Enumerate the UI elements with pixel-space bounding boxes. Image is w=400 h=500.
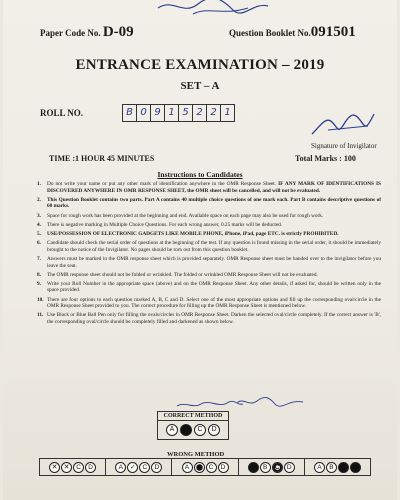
- list-item: 5. USE/POSSESSION OF ELECTRONIC GADGETS LIKE MOBILE PHONE, iPhone, iPad, page ETC. is strictly PROHIBITED.: [37, 230, 339, 237]
- roll-digit: B: [122, 104, 137, 122]
- invigilator-signature: [308, 108, 378, 140]
- handwritten-scribble: [153, 0, 273, 18]
- bubble-a-fill: A: [248, 462, 259, 473]
- wrong-method-label: WRONG METHOD: [167, 451, 225, 458]
- bubble-a: A: [314, 462, 325, 473]
- wrong-method-box: [39, 458, 371, 476]
- wrong-method-group: [172, 459, 238, 475]
- wrong-method-group: [106, 459, 172, 475]
- page-title: ENTRANCE EXAMINATION – 2019: [75, 57, 325, 73]
- list-item: 11. Use Black or Blue Ball Pen only for filling the ovals/circles in OMR Response Sheet. Darken the selected oval/circle completely. If the correct answer is 'B', the corresponding oval/circle should be completely filled and darkened as shown below.: [37, 312, 381, 326]
- list-item: 2. This Question Booklet contains two parts. Part A contains 40 multiple choice questions of one mark each. Part B contains descriptive questions of 60 marks.: [37, 196, 381, 210]
- bubble-d: D: [151, 462, 162, 473]
- list-item: 4. There is negative marking in Multiple Choice Questions. For each wrong answer, 0.25 marks will be deducted.: [37, 221, 283, 228]
- bubble-b-tick: ✓: [127, 462, 138, 473]
- total-marks: Total Marks : 100: [295, 154, 356, 163]
- booklet-value: 091501: [310, 24, 356, 40]
- wrong-method-group: [40, 459, 106, 475]
- bubble-b-dot: [194, 462, 205, 473]
- roll-digit: 9: [150, 104, 165, 122]
- bubble-b-filled: B: [180, 424, 192, 436]
- bubble-b: B: [260, 462, 271, 473]
- wrong-method-group: [239, 459, 305, 475]
- bubble-d: D: [218, 462, 229, 473]
- watermark: ​: [113, 160, 154, 182]
- bubble-a: A: [182, 462, 193, 473]
- bubble-c: C: [194, 424, 206, 436]
- bubble-a-x: ✕: [49, 462, 60, 473]
- bubble-d-fill: D: [350, 462, 361, 473]
- wrong-method-group: [305, 459, 370, 475]
- correct-method-bubbles: [158, 424, 228, 436]
- list-item: 3. Space for rough work has been provided at the beginning and end. Available space on each page may also be used for rough work.: [37, 212, 324, 219]
- roll-number-boxes: [122, 104, 234, 122]
- bubble-c-ring: C: [272, 462, 283, 473]
- roll-digit: 0: [136, 104, 151, 122]
- bubble-a: A: [166, 424, 178, 436]
- instructions-heading: Instructions to Candidates: [157, 170, 243, 179]
- bubble-d: D: [208, 424, 220, 436]
- list-item: 7. Answers must be marked in the OMR response sheet which is provided separately. OMR Response sheet must be handed over to the invigilator before you leave the seat.: [37, 255, 381, 269]
- list-item: 1. Do not write your name or put any other mark of identification anywhere in the OMR Response Sheet. IF ANY MARK OF IDENTIFICATIONS IS DISCOVERED ANYWHERE IN OMR RESPONSE SHEET, the OMR sheet will be cancelled, and will not be evaluated.: [37, 181, 381, 194]
- bubble-c: C: [73, 462, 84, 473]
- roll-number-label: ROLL NO.: [40, 108, 84, 118]
- bubble-b-x: ✕: [61, 462, 72, 473]
- handwritten-scribble: [235, 395, 305, 409]
- correct-method-label: CORRECT METHOD: [158, 412, 228, 421]
- bubble-c: C: [139, 462, 150, 473]
- roll-digit: 5: [178, 104, 193, 122]
- roll-digit: 2: [192, 104, 207, 122]
- roll-digit: 1: [220, 104, 235, 122]
- bubble-c-fill: C: [338, 462, 349, 473]
- question-booklet-number: [229, 24, 356, 41]
- list-item: 10. There are four options to each question marked A, B, C and D. Select one of the most appropriate options and fill up the corresponding oval/circle in the OMR Response Sheet provided to you. The correct procedure for filling up the OMR Response Sheet is mentioned below.: [37, 296, 381, 310]
- set-label: SET – A: [180, 80, 220, 92]
- exam-cover-page: [3, 0, 397, 500]
- bubble-c: C: [206, 462, 217, 473]
- list-item: 6. Candidate should check the serial order of questions at the beginning of the test. If any question is found missing in the serial order, it should be immediately brought to the notice of the Invigilator. No pages should be torn out from this question booklet.: [37, 240, 381, 253]
- paper-code-value: D-09: [102, 24, 134, 40]
- correct-method-box: [157, 411, 229, 440]
- signature-caption: Signature of Invigilator: [311, 142, 377, 150]
- paper-code-label: Paper Code No.: [40, 28, 101, 38]
- booklet-label: Question Booklet No.: [229, 28, 311, 38]
- bubble-a: A: [115, 462, 126, 473]
- bubble-d: D: [284, 462, 295, 473]
- bubble-d: D: [85, 462, 96, 473]
- list-item: 9. Write your Roll Number in the appropriate space (above) and on the OMR Response Sheet. Any other details, if asked for, should be written only in the space provided.: [37, 280, 381, 294]
- paper-code: [40, 24, 134, 41]
- instructions-list: [37, 181, 381, 328]
- exam-duration: TIME :1 HOUR 45 MINUTES: [49, 154, 155, 163]
- bubble-b: B: [326, 462, 337, 473]
- roll-digit: 1: [164, 104, 179, 122]
- list-item: 8. The OMR response sheet should not be folded or wrinkled. The folded or wrinkled OMR Response Sheet will not be evaluated.: [37, 271, 318, 278]
- roll-digit: 2: [206, 104, 221, 122]
